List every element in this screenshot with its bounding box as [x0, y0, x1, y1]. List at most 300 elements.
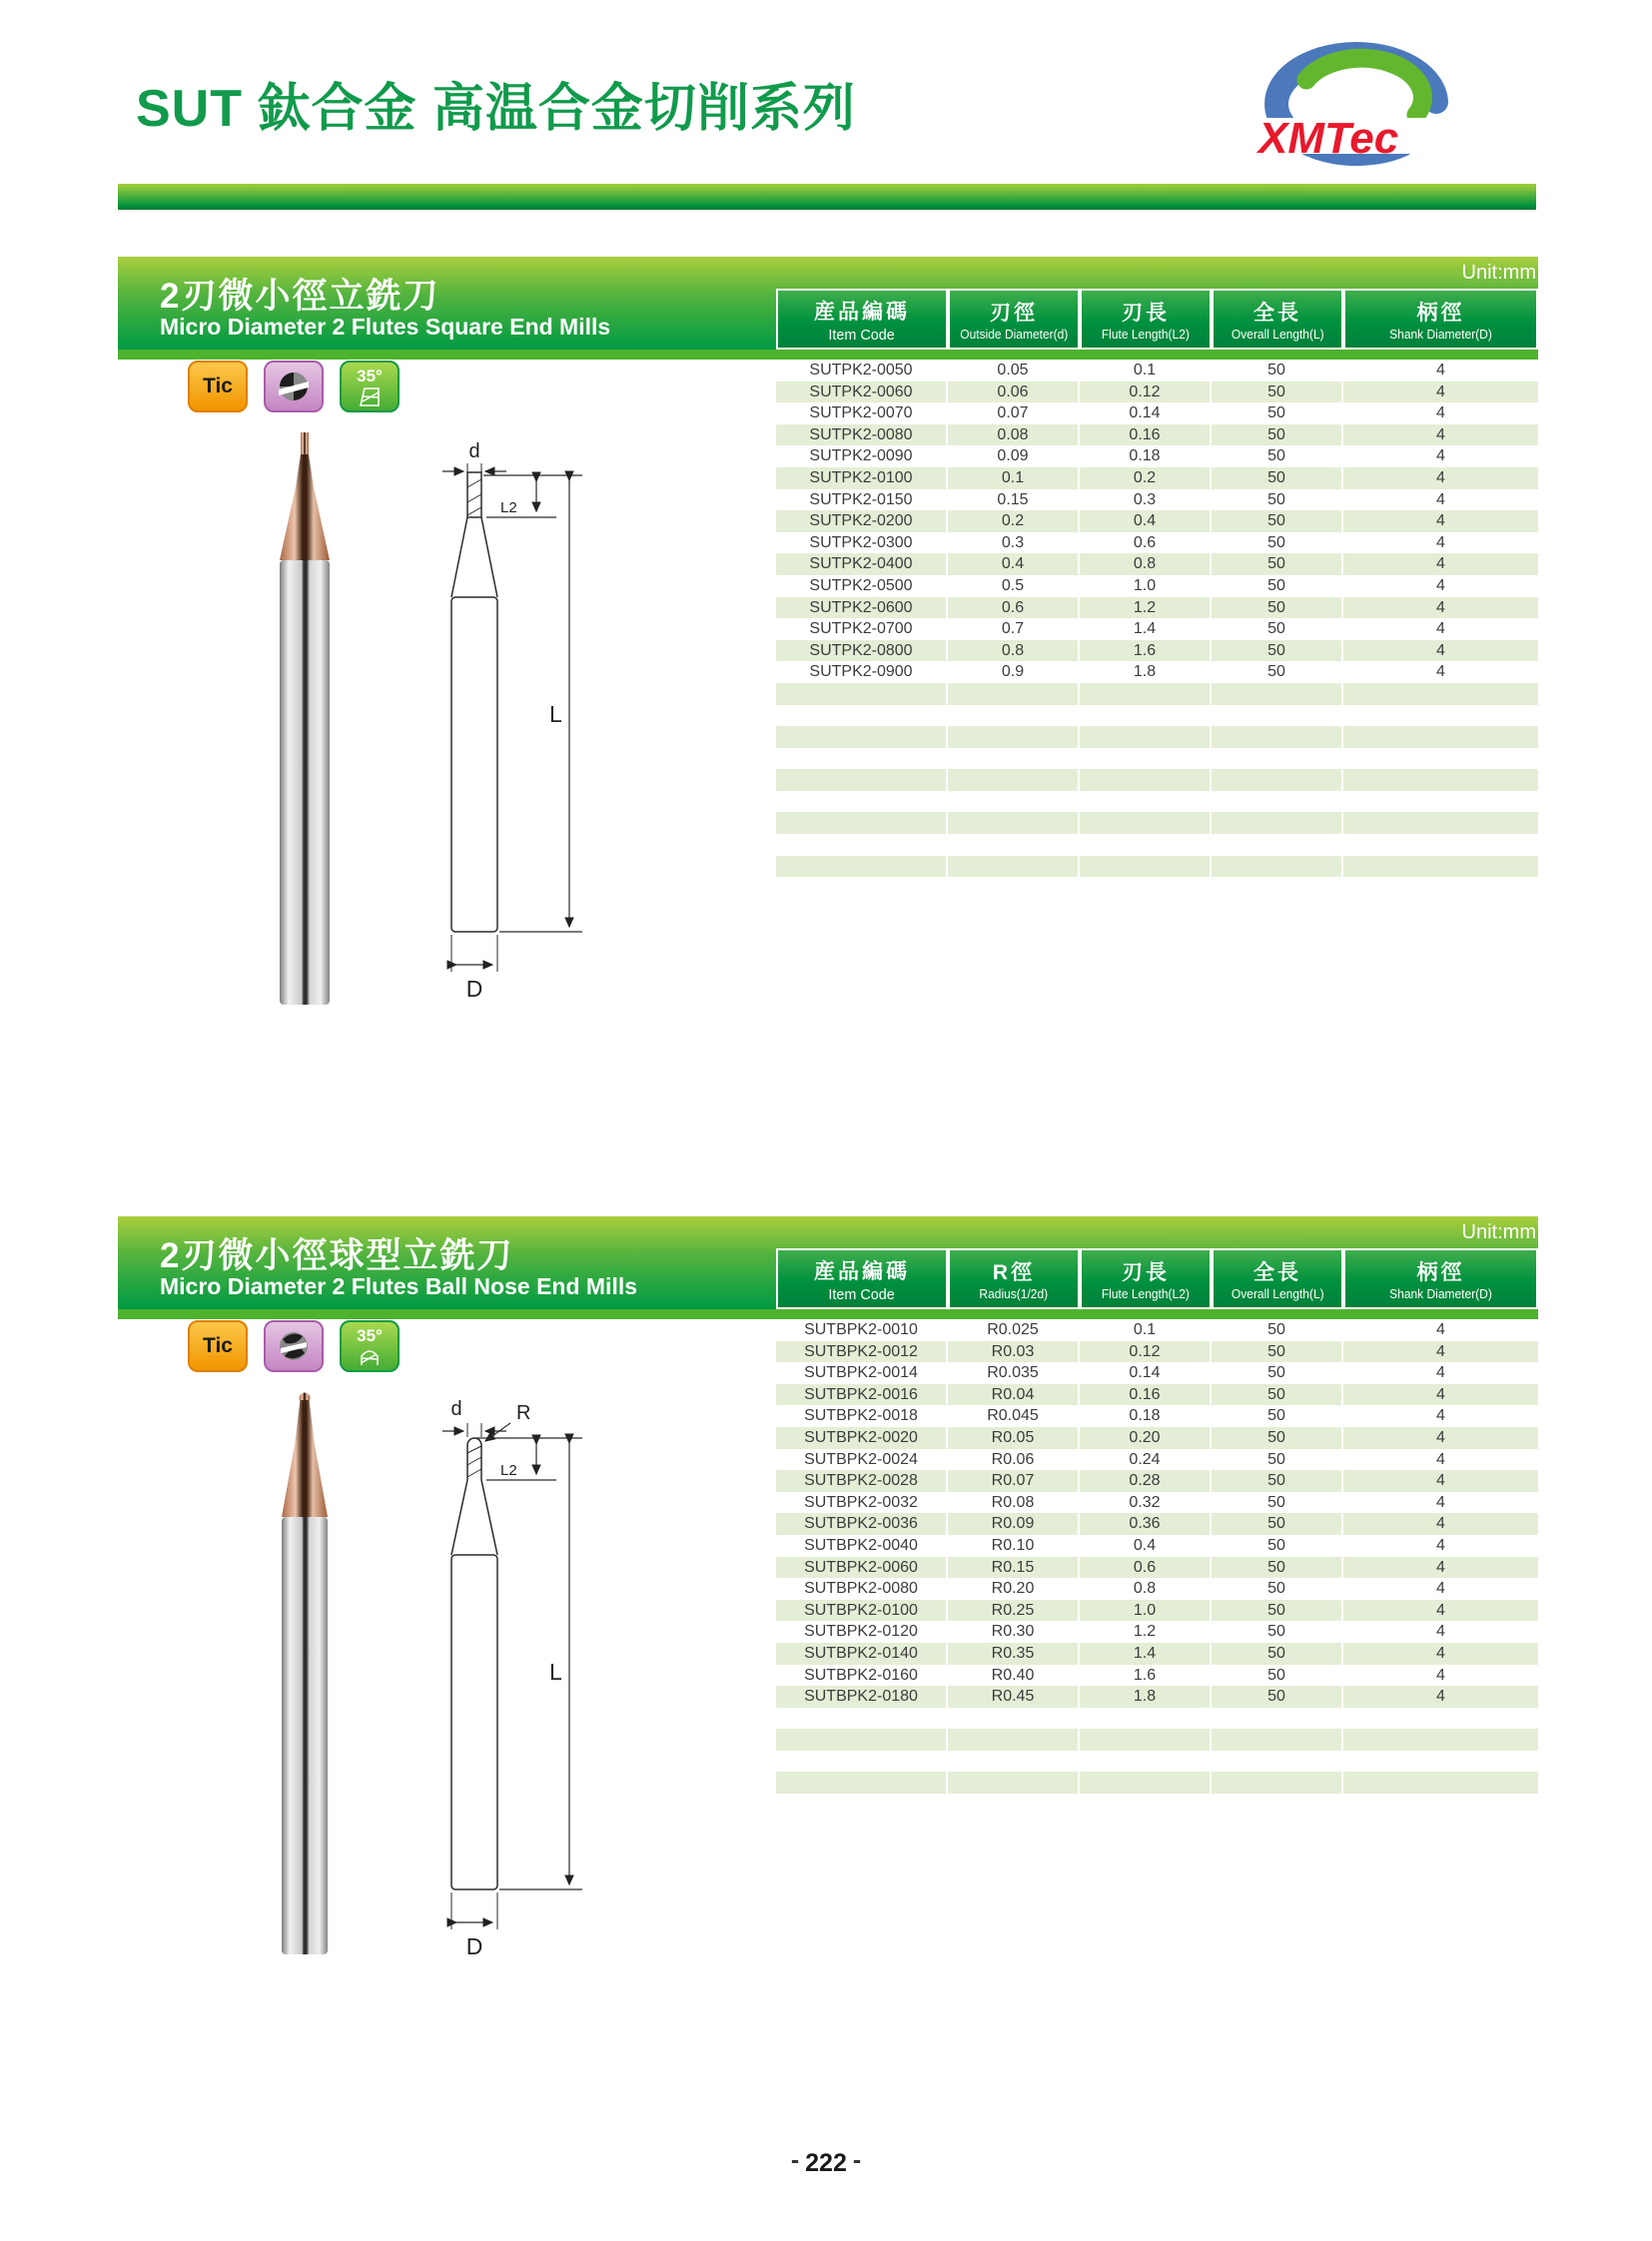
table-cell: 0.08 — [948, 424, 1080, 446]
table-cell — [1212, 856, 1343, 878]
table-row — [776, 445, 1538, 467]
table-cell: SUTBPK2-0040 — [804, 1536, 918, 1554]
table-cell: R0.20 — [991, 1580, 1035, 1598]
table-cell: 50 — [1212, 640, 1343, 662]
table-row — [776, 1708, 1538, 1730]
table-cell: 0.15 — [997, 490, 1029, 508]
table-cell: R0.03 — [948, 1341, 1080, 1363]
table-row — [776, 1384, 1538, 1406]
table-cell — [776, 1708, 948, 1730]
table-cell: 50 — [1267, 533, 1285, 551]
table-cell: SUTBPK2-0100 — [776, 1600, 948, 1622]
table-cell — [776, 769, 948, 791]
unit-label: Unit:mm — [1461, 262, 1536, 284]
table-cell: 50 — [1267, 447, 1285, 465]
table-header-row — [776, 289, 1538, 350]
table-row — [776, 1772, 1538, 1794]
table-row — [776, 1427, 1538, 1449]
table-cell: SUTPK2-0080 — [776, 424, 948, 446]
table-cell: R0.15 — [948, 1557, 1080, 1579]
table-cell: SUTPK2-0800 — [776, 640, 948, 662]
section-title-zh: 2刃微小徑球型立銑刀 — [160, 1236, 514, 1275]
table-cell: SUTPK2-0900 — [809, 663, 913, 681]
table-cell: 50 — [1212, 597, 1343, 619]
table-cell: 4 — [1436, 576, 1445, 594]
table-cell: SUTBPK2-0120 — [804, 1623, 918, 1641]
table-cell: 0.16 — [1080, 424, 1212, 446]
table-cell: 4 — [1436, 1428, 1445, 1446]
column-header-en: Flute Length(L2) — [1101, 328, 1191, 342]
table-cell: 0.9 — [1001, 663, 1025, 681]
table-row — [776, 402, 1538, 424]
column-header — [1343, 1248, 1538, 1309]
column-header-zh: 刃長 — [1122, 302, 1170, 325]
table-cell: R0.35 — [948, 1643, 1080, 1665]
table-row — [776, 812, 1538, 834]
table-cell: 4 — [1436, 425, 1445, 443]
section-banner-strip — [118, 350, 1538, 360]
table-cell: SUTBPK2-0018 — [804, 1407, 918, 1425]
column-header — [1212, 1248, 1343, 1309]
table-cell: 0.8 — [1133, 1580, 1157, 1598]
flute-cross-section-icon — [264, 361, 324, 412]
table-cell: 0.28 — [1080, 1470, 1212, 1492]
end-mill-photo — [280, 432, 330, 1005]
table-cell: 0.1 — [1133, 1321, 1157, 1338]
table-cell: 4 — [1436, 1580, 1445, 1598]
table-cell: 0.6 — [948, 597, 1080, 619]
table-cell: 50 — [1212, 553, 1343, 575]
table-cell: 50 — [1212, 1686, 1343, 1708]
table-cell: 0.5 — [1001, 576, 1025, 594]
table-cell: 50 — [1212, 1384, 1343, 1406]
table-cell — [1343, 834, 1538, 856]
table-cell: SUTBPK2-0012 — [776, 1341, 948, 1363]
table-cell: 1.0 — [1133, 576, 1157, 594]
table-cell: 0.4 — [948, 553, 1080, 575]
dim-label-d: d — [450, 1398, 462, 1420]
dim-label-l: L — [549, 701, 562, 727]
table-cell: SUTPK2-0150 — [809, 490, 913, 508]
table-cell: 0.36 — [1080, 1513, 1212, 1535]
table-cell: 50 — [1212, 467, 1343, 489]
table-cell — [1212, 726, 1343, 748]
table-cell: SUTBPK2-0160 — [804, 1666, 918, 1684]
table-cell: 50 — [1267, 1666, 1285, 1684]
table-cell — [1343, 1729, 1538, 1751]
table-cell: 0.32 — [1129, 1493, 1161, 1511]
table-cell: 50 — [1267, 620, 1285, 638]
brand-logo — [1256, 38, 1461, 188]
table-cell: 50 — [1267, 404, 1285, 422]
table-cell: 50 — [1212, 381, 1343, 403]
table-cell: R0.30 — [991, 1623, 1035, 1641]
table-cell — [1343, 705, 1538, 727]
table-cell: 50 — [1267, 1536, 1285, 1554]
table-row — [776, 1751, 1538, 1773]
table-cell: 50 — [1267, 490, 1285, 508]
table-row — [776, 1557, 1538, 1579]
table-cell: 0.20 — [1080, 1427, 1212, 1449]
table-cell: 1.2 — [1080, 597, 1212, 619]
table-cell — [948, 834, 1080, 856]
table-cell — [1212, 1729, 1343, 1751]
table-cell: 4 — [1436, 1364, 1445, 1382]
footer-dash-left: - — [790, 2146, 800, 2174]
table-cell: 0.1 — [1133, 362, 1157, 378]
column-header — [1343, 289, 1538, 350]
ball-nose-glyph — [277, 1329, 311, 1363]
table-cell — [776, 856, 948, 878]
table-cell — [1343, 1708, 1538, 1730]
header-divider-bar — [118, 184, 1536, 210]
table-cell: 4 — [1436, 404, 1445, 422]
table-cell: 0.18 — [1129, 447, 1161, 465]
table-cell — [1212, 1772, 1343, 1794]
column-header — [776, 1248, 948, 1309]
helix-angle-badge — [340, 1320, 400, 1372]
table-row — [776, 748, 1538, 770]
table-cell — [1343, 769, 1538, 791]
product-table — [776, 360, 1538, 877]
table-cell: 4 — [1436, 555, 1445, 573]
table-cell: 4 — [1436, 1450, 1445, 1468]
table-cell — [1080, 856, 1212, 878]
table-cell: 4 — [1436, 1407, 1445, 1425]
table-row — [776, 769, 1538, 791]
table-cell: 0.6 — [1133, 533, 1157, 551]
table-cell — [776, 834, 948, 856]
table-cell: 4 — [1436, 1342, 1445, 1360]
table-cell: 4 — [1436, 1666, 1445, 1684]
table-cell: SUTPK2-0700 — [809, 620, 913, 638]
table-cell — [1343, 1751, 1538, 1773]
column-header-en: Item Code — [828, 326, 896, 344]
table-cell: 0.6 — [1080, 1557, 1212, 1579]
table-cell — [948, 1772, 1080, 1794]
table-cell: 50 — [1212, 1600, 1343, 1622]
table-cell — [948, 769, 1080, 791]
table-cell — [948, 1708, 1080, 1730]
table-cell: 4 — [1436, 1601, 1445, 1619]
page-title: SUT 鈦合金 高温合金切削系列 — [136, 80, 856, 138]
table-cell: 4 — [1436, 468, 1445, 486]
column-header-zh: 全長 — [1253, 1261, 1301, 1284]
logo-text: XMTec — [1258, 114, 1399, 163]
table-row — [776, 1449, 1538, 1471]
table-cell: 4 — [1436, 641, 1445, 659]
table-cell — [1343, 726, 1538, 748]
table-cell — [776, 705, 948, 727]
column-header-en: Shank Diameter(D) — [1389, 328, 1492, 342]
table-cell — [1343, 856, 1538, 878]
table-cell — [776, 791, 948, 813]
table-cell — [1080, 1708, 1212, 1730]
table-cell: 50 — [1267, 1450, 1285, 1468]
table-cell: 1.4 — [1133, 620, 1157, 638]
helix-angle-label: 35° — [357, 366, 383, 385]
table-cell: SUTBPK2-0020 — [776, 1427, 948, 1449]
column-header-en: Overall Length(L) — [1231, 1287, 1324, 1301]
table-cell: 4 — [1436, 663, 1445, 681]
table-cell — [1212, 812, 1343, 834]
table-cell: 0.4 — [1133, 1536, 1157, 1554]
table-cell: 4 — [1436, 1623, 1445, 1641]
table-row — [776, 1729, 1538, 1751]
table-cell: 50 — [1212, 1643, 1343, 1665]
ball-helix-glyph — [358, 1346, 382, 1366]
table-row — [776, 489, 1538, 511]
table-row — [776, 726, 1538, 748]
table-cell: SUTPK2-0060 — [776, 381, 948, 403]
ball-nose-end-mill-drawing — [205, 1385, 604, 1964]
table-row — [776, 1513, 1538, 1535]
table-cell: 4 — [1436, 533, 1445, 551]
table-cell — [1080, 834, 1212, 856]
table-cell: 0.06 — [948, 381, 1080, 403]
table-cell: 1.6 — [1080, 640, 1212, 662]
table-cell — [1080, 791, 1212, 813]
table-cell — [1212, 769, 1343, 791]
dim-label-r: R — [516, 1402, 531, 1424]
section-banner-strip — [118, 1309, 1538, 1319]
ball-nose-cross-section-icon — [264, 1320, 324, 1372]
table-cell: R0.05 — [948, 1427, 1080, 1449]
coating-badge-tic — [188, 1320, 248, 1372]
table-cell — [948, 1729, 1080, 1751]
column-header — [1080, 1248, 1212, 1309]
table-row — [776, 1643, 1538, 1665]
feature-icons — [188, 1320, 400, 1372]
table-cell: 4 — [1436, 1558, 1445, 1576]
table-cell — [1212, 791, 1343, 813]
table-cell: 0.09 — [997, 447, 1029, 465]
table-cell: 4 — [1436, 490, 1445, 508]
table-cell — [948, 726, 1080, 748]
table-cell: SUTPK2-0500 — [809, 576, 913, 594]
square-end-mill-drawing — [205, 427, 604, 1017]
table-cell — [1080, 1772, 1212, 1794]
dim-label-l2: L2 — [500, 1462, 517, 1479]
table-cell: R0.40 — [991, 1666, 1035, 1684]
unit-label: Unit:mm — [1461, 1221, 1536, 1243]
table-row — [776, 1535, 1538, 1557]
table-cell: 0.18 — [1129, 1407, 1161, 1425]
table-cell: SUTPK2-0070 — [809, 404, 913, 422]
table-cell: 50 — [1267, 1580, 1285, 1598]
helix-angle-label: 35° — [357, 1325, 383, 1345]
table-row — [776, 705, 1538, 727]
table-cell: 1.0 — [1080, 1600, 1212, 1622]
table-cell: SUTBPK2-0014 — [804, 1364, 918, 1382]
table-cell: 50 — [1212, 1557, 1343, 1579]
table-cell — [948, 748, 1080, 770]
table-cell: R0.04 — [948, 1384, 1080, 1406]
column-header — [948, 289, 1080, 350]
coating-badge-label: Tic — [203, 374, 233, 397]
helix-angle-badge — [340, 361, 400, 412]
page-number: 222 — [805, 2149, 847, 2177]
column-header-zh: 全長 — [1253, 302, 1301, 325]
column-header-en: Outside Diameter(d) — [959, 328, 1069, 342]
table-row — [776, 1319, 1538, 1341]
table-cell: SUTBPK2-0024 — [804, 1450, 918, 1468]
table-cell: 50 — [1212, 510, 1343, 532]
table-cell: SUTPK2-0050 — [809, 362, 913, 378]
table-cell: 1.8 — [1080, 1686, 1212, 1708]
table-cell: 0.8 — [1080, 553, 1212, 575]
column-header-zh: 刃徑 — [990, 302, 1038, 325]
table-cell: 0.2 — [948, 510, 1080, 532]
table-cell: 0.05 — [997, 362, 1029, 378]
table-cell: 4 — [1436, 1536, 1445, 1554]
table-cell — [1080, 726, 1212, 748]
table-cell: 0.4 — [1080, 510, 1212, 532]
table-row — [776, 1665, 1538, 1687]
table-cell — [1212, 705, 1343, 727]
table-cell: 50 — [1267, 576, 1285, 594]
table-cell: SUTPK2-0200 — [776, 510, 948, 532]
table-cell — [1212, 1708, 1343, 1730]
table-cell: 0.12 — [1080, 381, 1212, 403]
table-cell: 1.4 — [1080, 1643, 1212, 1665]
end-mill-photo — [282, 1393, 328, 1955]
table-cell: SUTPK2-0600 — [776, 597, 948, 619]
table-row — [776, 510, 1538, 532]
table-cell — [1343, 791, 1538, 813]
table-cell — [948, 683, 1080, 705]
table-cell: SUTPK2-0400 — [776, 553, 948, 575]
helix-angle-glyph — [358, 386, 382, 406]
table-cell: R0.045 — [987, 1407, 1039, 1425]
table-cell: SUTBPK2-0080 — [804, 1580, 918, 1598]
table-cell — [1212, 748, 1343, 770]
table-cell: 1.2 — [1133, 1623, 1157, 1641]
table-cell: 4 — [1436, 362, 1445, 378]
page-footer — [0, 2146, 1652, 2178]
table-row — [776, 1470, 1538, 1492]
table-cell: R0.025 — [987, 1321, 1039, 1338]
two-flute-glyph — [277, 370, 311, 403]
table-cell — [776, 1772, 948, 1794]
table-cell — [1343, 683, 1538, 705]
table-cell — [1080, 769, 1212, 791]
table-cell: 50 — [1212, 1513, 1343, 1535]
table-cell — [1080, 683, 1212, 705]
table-cell: R0.09 — [948, 1513, 1080, 1535]
table-row — [776, 360, 1538, 381]
table-cell: 4 — [1436, 1472, 1445, 1490]
column-header-zh: 産品編碼 — [814, 300, 910, 324]
table-row — [776, 683, 1538, 705]
table-cell — [948, 812, 1080, 834]
table-cell: SUTPK2-0300 — [809, 533, 913, 551]
table-cell — [1212, 683, 1343, 705]
table-row — [776, 532, 1538, 554]
column-header-zh: R徑 — [992, 1261, 1036, 1284]
table-cell: 4 — [1436, 1515, 1445, 1533]
table-cell: 0.7 — [1001, 620, 1025, 638]
table-cell: 50 — [1212, 1470, 1343, 1492]
table-cell: 0.8 — [948, 640, 1080, 662]
table-cell — [776, 683, 948, 705]
table-cell: R0.25 — [948, 1600, 1080, 1622]
table-cell — [948, 1751, 1080, 1773]
table-row — [776, 597, 1538, 619]
column-header-zh: 柄徑 — [1416, 1261, 1465, 1284]
footer-dash-right: - — [852, 2146, 862, 2174]
table-cell — [1343, 748, 1538, 770]
table-cell — [1080, 1751, 1212, 1773]
table-cell — [1080, 748, 1212, 770]
table-cell: SUTBPK2-0032 — [804, 1493, 918, 1511]
table-row — [776, 661, 1538, 683]
table-cell: 50 — [1267, 1623, 1285, 1641]
column-header — [1080, 289, 1212, 350]
table-cell: SUTBPK2-0180 — [776, 1686, 948, 1708]
table-cell: 0.07 — [997, 404, 1029, 422]
table-row — [776, 424, 1538, 446]
table-cell: 50 — [1267, 1364, 1285, 1382]
table-cell: 0.14 — [1129, 404, 1161, 422]
table-cell: SUTBPK2-0060 — [776, 1557, 948, 1579]
table-cell: SUTPK2-0090 — [809, 447, 913, 465]
table-cell: 4 — [1436, 447, 1445, 465]
section-title-en: Micro Diameter 2 Flutes Square End Mills — [160, 314, 611, 340]
table-row — [776, 1341, 1538, 1363]
column-header — [1212, 289, 1343, 350]
table-cell: R0.06 — [991, 1450, 1035, 1468]
table-cell: 1.8 — [1133, 663, 1157, 681]
table-cell: 4 — [1436, 1644, 1445, 1662]
table-row — [776, 618, 1538, 640]
table-cell: 50 — [1267, 1493, 1285, 1511]
column-header-en: Item Code — [828, 1285, 896, 1303]
table-row — [776, 791, 1538, 813]
table-cell: 0.3 — [1133, 490, 1157, 508]
table-cell: SUTBPK2-0028 — [776, 1470, 948, 1492]
table-cell: SUTBPK2-0016 — [776, 1384, 948, 1406]
table-row — [776, 834, 1538, 856]
table-cell: 0.24 — [1129, 1450, 1161, 1468]
table-cell: R0.10 — [991, 1536, 1035, 1554]
table-cell: 0.1 — [948, 467, 1080, 489]
column-header-zh: 刃長 — [1122, 1261, 1170, 1284]
table-cell: SUTPK2-0100 — [776, 467, 948, 489]
table-cell: 0.12 — [1080, 1341, 1212, 1363]
table-cell: 4 — [1436, 1688, 1445, 1706]
table-row — [776, 1578, 1538, 1600]
column-header — [948, 1248, 1080, 1309]
column-header-en: Overall Length(L) — [1231, 328, 1324, 342]
table-cell: R0.45 — [948, 1686, 1080, 1708]
coating-badge-tic — [188, 361, 248, 412]
column-header-en: Radius(1/2d) — [979, 1287, 1049, 1301]
table-row — [776, 1362, 1538, 1384]
brand-logo-swoosh — [1256, 38, 1461, 188]
table-cell: 50 — [1267, 1321, 1285, 1338]
table-cell — [776, 812, 948, 834]
table-cell — [948, 856, 1080, 878]
table-cell: R0.07 — [948, 1470, 1080, 1492]
table-cell: 4 — [1436, 382, 1445, 400]
table-header-row — [776, 1248, 1538, 1309]
table-cell: 0.3 — [1001, 533, 1025, 551]
feature-icons — [188, 361, 400, 412]
table-row — [776, 381, 1538, 403]
table-cell: 50 — [1267, 362, 1285, 378]
table-cell — [1080, 1729, 1212, 1751]
